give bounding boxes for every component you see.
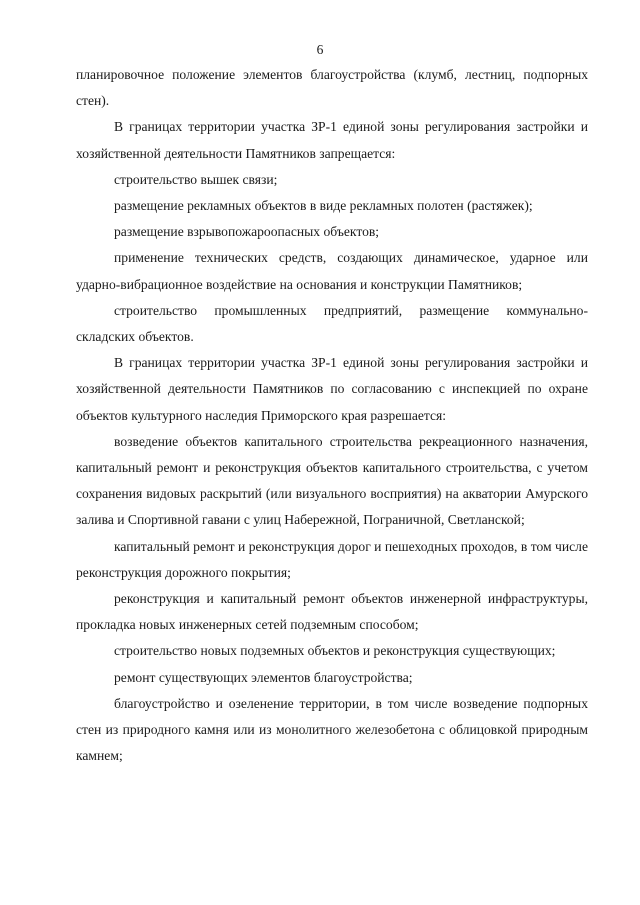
list-item: реконструкция и капитальный ремонт объектов инженерной инфраструктуры, прокладка новых инженерных сетей подземным способом;	[76, 591, 588, 633]
list-item: строительство вышек связи;	[114, 171, 278, 187]
paragraph: планировочное положение элементов благоустройства (клумб, лестниц, подпорных стен).	[76, 67, 588, 109]
list-item: возведение объектов капитального строительства рекреационного назначения, капитальный ремонт и реконструкция объектов капитального строительства, с учетом сохранения видовых раскрытий (или визуального восприятия) на акватории Амурского залива и Спортивной гавани с улиц Набережной, Пограничной, Светланской;	[76, 433, 588, 528]
list-item: строительство промышленных предприятий, размещение коммунально-складских объектов.	[76, 302, 588, 345]
list-item: капитальный ремонт и реконструкция дорог и пешеходных проходов, в том числе реконструкция дорожного покрытия;	[76, 538, 588, 580]
list-item: применение технических средств, создающих динамическое, ударное или ударно-вибрационное воздействие на основания и конструкции Памятников;	[76, 250, 588, 292]
list-item: размещение рекламных объектов в виде рекламных полотен (растяжек);	[114, 198, 533, 214]
list-item: строительство новых подземных объектов и реконструкция существующих;	[114, 643, 556, 659]
list-item: благоустройство и озеленение территории, в том числе возведение подпорных стен из природного камня или из монолитного железобетона с облицовкой природным камнем;	[76, 695, 588, 764]
list-item: размещение взрывопожароопасных объектов;	[114, 224, 380, 240]
body-text	[76, 62, 588, 769]
paragraph: В границах территории участка ЗР-1 единой зоны регулирования застройки и хозяйственной деятельности Памятников запрещается:	[76, 119, 588, 161]
list-item: ремонт существующих элементов благоустройства;	[114, 669, 413, 685]
paragraph: В границах территории участка ЗР-1 единой зоны регулирования застройки и хозяйственной деятельности Памятников по согласованию с инспекцией по охране объектов культурного наследия Приморского края разрешается:	[76, 355, 588, 423]
page-number: 6	[316, 42, 324, 57]
